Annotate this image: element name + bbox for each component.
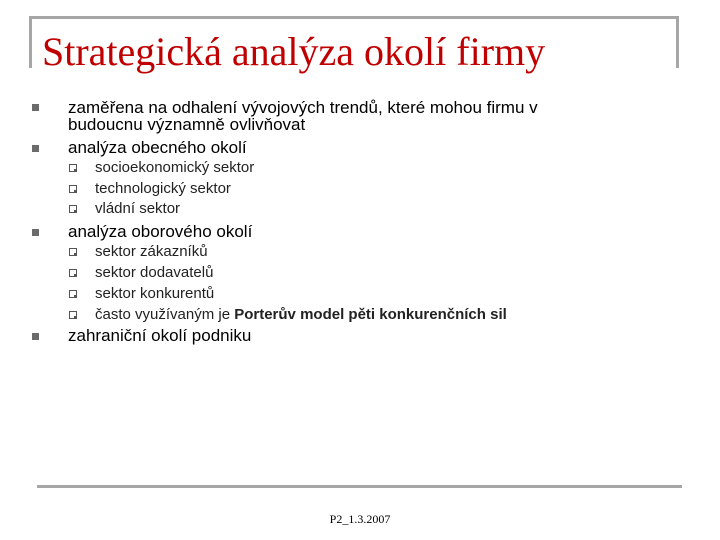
bullet-text-trends-line1: zaměřena na odhalení vývojových trendů, které mohou firmu v	[68, 98, 538, 117]
title-frame-top	[29, 16, 679, 19]
sub-bullet-suppliers: sektor dodavatelů	[95, 264, 214, 281]
sub-bullet-porter-model: Porterův model pěti konkurenčních sil	[234, 306, 507, 323]
title-frame-left	[29, 16, 32, 68]
sub-bullet-hollow-square-icon	[69, 205, 77, 213]
bullet-square-icon	[32, 104, 39, 111]
sub-bullet-socioeconomic: socioekonomický sektor	[95, 159, 255, 176]
bullet-text-industry-environment: analýza oborového okolí	[68, 222, 253, 241]
sub-bullet-competitors: sektor konkurentů	[95, 285, 215, 302]
bullet-text-general-environment: analýza obecného okolí	[68, 138, 247, 157]
bullet-text-trends-line2: budoucnu významně ovlivňovat	[68, 115, 306, 134]
sub-bullet-government: vládní sektor	[95, 200, 181, 217]
title-frame-right	[676, 16, 679, 68]
bullet-square-icon	[32, 333, 39, 340]
sub-bullet-hollow-square-icon	[69, 311, 77, 319]
sub-bullet-porter	[95, 306, 507, 324]
bullet-square-icon	[32, 229, 39, 236]
slide-title: Strategická analýza okolí firmy	[42, 29, 546, 74]
sub-bullet-hollow-square-icon	[69, 269, 77, 277]
sub-bullet-technological: technologický sektor	[95, 180, 231, 197]
sub-bullet-hollow-square-icon	[69, 185, 77, 193]
sub-bullet-hollow-square-icon	[69, 248, 77, 256]
bullet-text-foreign-environment: zahraniční okolí podniku	[68, 326, 252, 345]
bullet-square-icon	[32, 145, 39, 152]
sub-bullet-hollow-square-icon	[69, 290, 77, 298]
footer-divider	[37, 485, 682, 488]
footer-label: P2_1.3.2007	[329, 512, 391, 526]
sub-bullet-hollow-square-icon	[69, 164, 77, 172]
sub-bullet-customers: sektor zákazníků	[95, 243, 208, 260]
sub-bullet-porter-prefix: často využívaným je	[95, 306, 235, 323]
